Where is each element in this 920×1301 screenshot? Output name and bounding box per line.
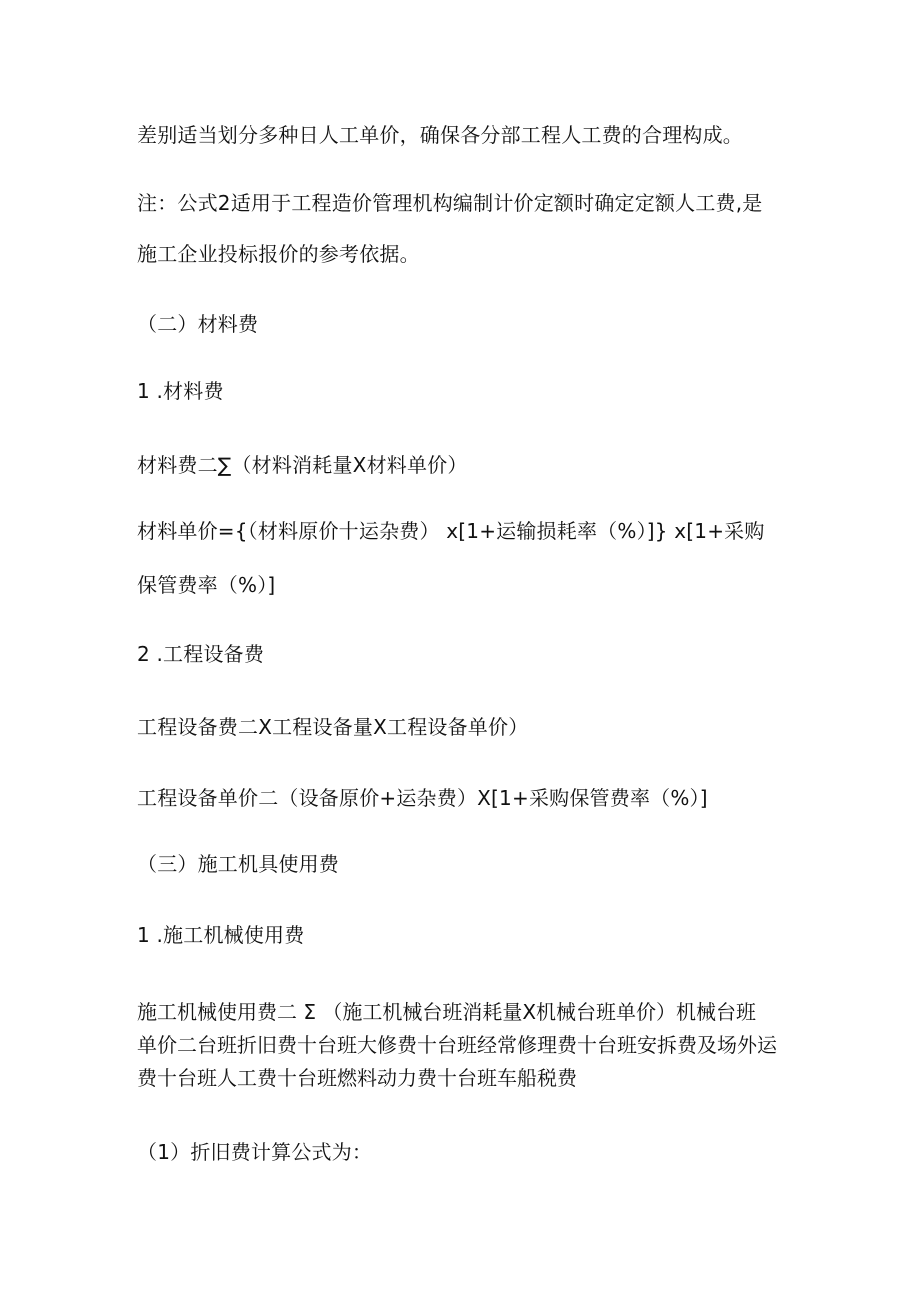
formula-line: 材料单价={（材料原价十运杂费） x[1+运输损耗率（%）]} x[1+采购 — [137, 519, 765, 543]
section-heading: （二）材料费 — [137, 312, 259, 336]
text-line: （1）折旧费计算公式为： — [137, 1140, 373, 1164]
paragraph-line: 费十台班人工费十台班燃料动力费十台班车船税费 — [137, 1066, 577, 1090]
formula-paragraph — [137, 996, 787, 1095]
subsection-heading: 1 .施工机械使用费 — [137, 923, 305, 947]
note-line: 注：公式2适用于工程造价管理机构编制计价定额时确定定额人工费,是 — [137, 191, 763, 215]
subsection-heading: 2 .工程设备费 — [137, 642, 265, 666]
section-heading: （三）施工机具使用费 — [137, 852, 339, 876]
text-line: 差别适当划分多种日人工单价，确保各分部工程人工费的合理构成。 — [137, 123, 743, 147]
formula-line: 工程设备单价二（设备原价+运杂费）X[1+采购保管费率（%）] — [137, 786, 708, 810]
formula-line: 材料费二∑（材料消耗量X材料单价） — [137, 453, 468, 477]
subsection-heading: 1 .材料费 — [137, 379, 224, 403]
paragraph-line: 单价二台班折旧费十台班大修费十台班经常修理费十台班安拆费及场外运 — [137, 1033, 777, 1057]
formula-line: 保管费率（%）] — [137, 573, 276, 597]
paragraph-line: 施工机械使用费二 Σ （施工机械台班消耗量X机械台班单价）机械台班 — [137, 1000, 757, 1024]
formula-line: 工程设备费二X工程设备量X工程设备单价） — [137, 715, 529, 739]
text-line: 施工企业投标报价的参考依据。 — [137, 242, 420, 266]
